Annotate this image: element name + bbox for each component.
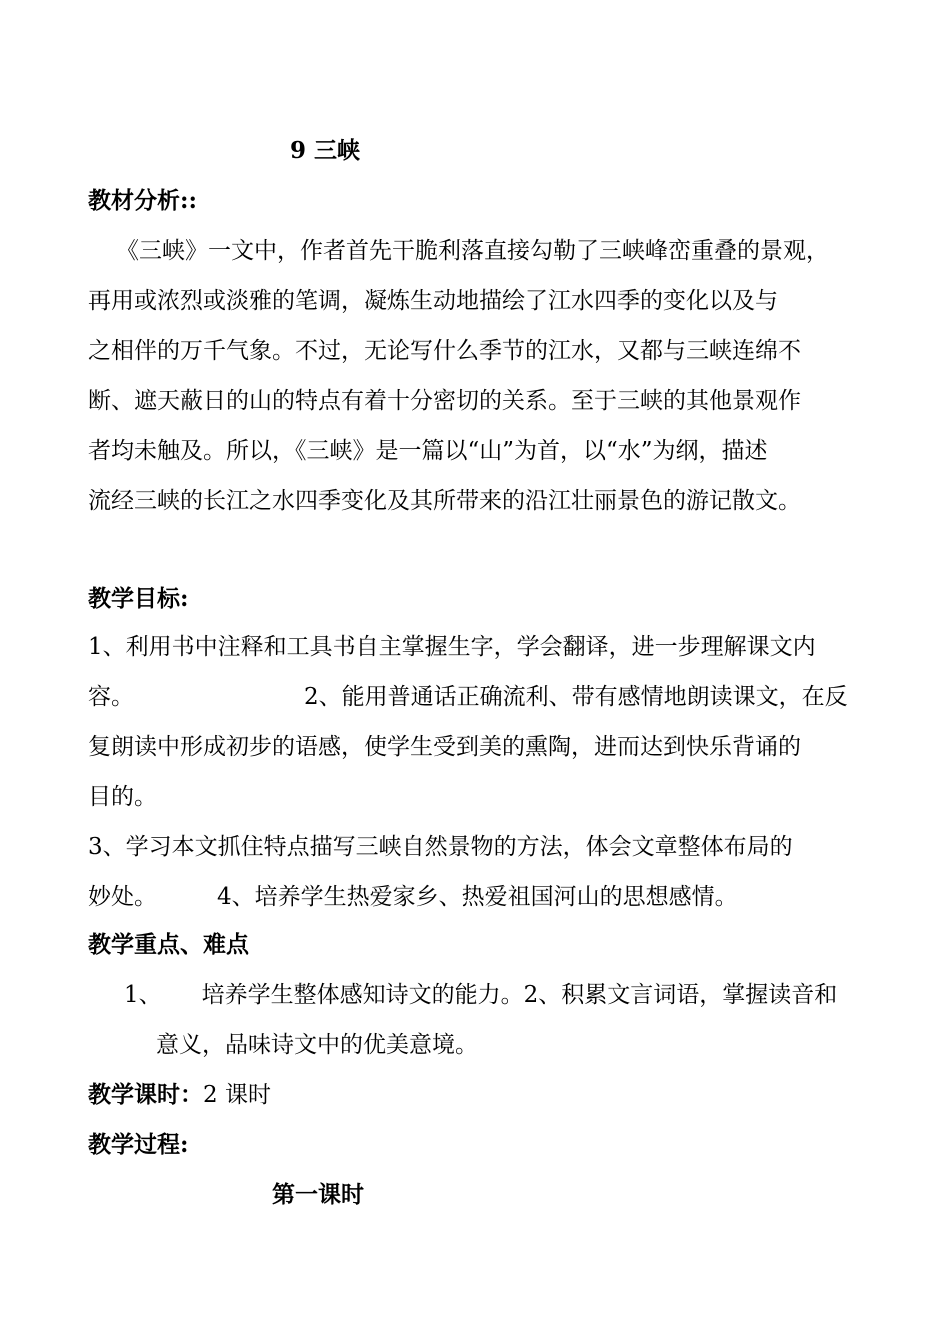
analysis-line: 再用或浓烈或淡雅的笔调，凝炼生动地描绘了江水四季的变化以及与 [88,288,778,314]
analysis-paragraph [88,226,829,526]
key-point-line [88,970,837,1020]
goals-heading: 教学目标: [88,585,189,612]
goal-1-line: 1、利用书中注释和工具书自主掌握生字，学会翻译，进一步理解课文内 [88,634,816,660]
analysis-line: 之相伴的万千气象。不过，无论写什么季节的江水，又都与三峡连绵不 [88,338,801,364]
goal-2-start: 2、能用普通话正确流利、带有感情地朗读课文，在反 [304,684,848,710]
goal-1-end: 容。 [88,684,134,710]
analysis-line: 流经三峡的长江之水四季变化及其所带来的沿江壮丽景色的游记散文。 [88,488,801,514]
analysis-line: 《三峡》一文中，作者首先干脆利落直接勾勒了三峡峰峦重叠的景观， [116,238,829,264]
teaching-hours-label: 教学课时： [88,1081,203,1108]
key-point-text: 培养学生整体感知诗文的能力。2、积累文言词语，掌握读音和 [201,982,838,1008]
goal-3-line: 3、学习本文抓住特点描写三峡自然景物的方法，体会文章整体布局的 [88,834,793,860]
goal-2-end: 目的。 [88,784,157,810]
goals-list [88,622,848,922]
teaching-hours [88,1070,271,1120]
key-point-line: 意义，品味诗文中的优美意境。 [156,1032,478,1058]
analysis-line: 者均未触及。所以，《三峡》是一篇以“山”为首，以“水”为纲，描述 [88,438,768,464]
goal-2-line: 复朗读中形成初步的语感，使学生受到美的熏陶，进而达到快乐背诵的 [88,734,801,760]
goal-line [88,872,848,922]
key-points-list [88,970,837,1070]
goal-line [88,672,848,722]
analysis-line: 断、遮天蔽日的山的特点有着十分密切的关系。至于三峡的其他景观作 [88,388,801,414]
goal-3-end: 妙处。 [88,884,157,910]
analysis-heading: 教材分析:: [88,187,197,214]
key-points-heading: 教学重点、难点 [88,931,249,958]
goal-4: 4、培养学生热爱家乡、热爱祖国河山的思想感情。 [217,884,738,910]
process-heading: 教学过程: [88,1131,189,1158]
teaching-hours-value: 2 课时 [203,1082,271,1108]
key-point-number: 1、 [124,982,162,1008]
lesson-title: 9 三峡 [290,137,361,164]
lesson-one-heading: 第一课时 [272,1181,364,1208]
